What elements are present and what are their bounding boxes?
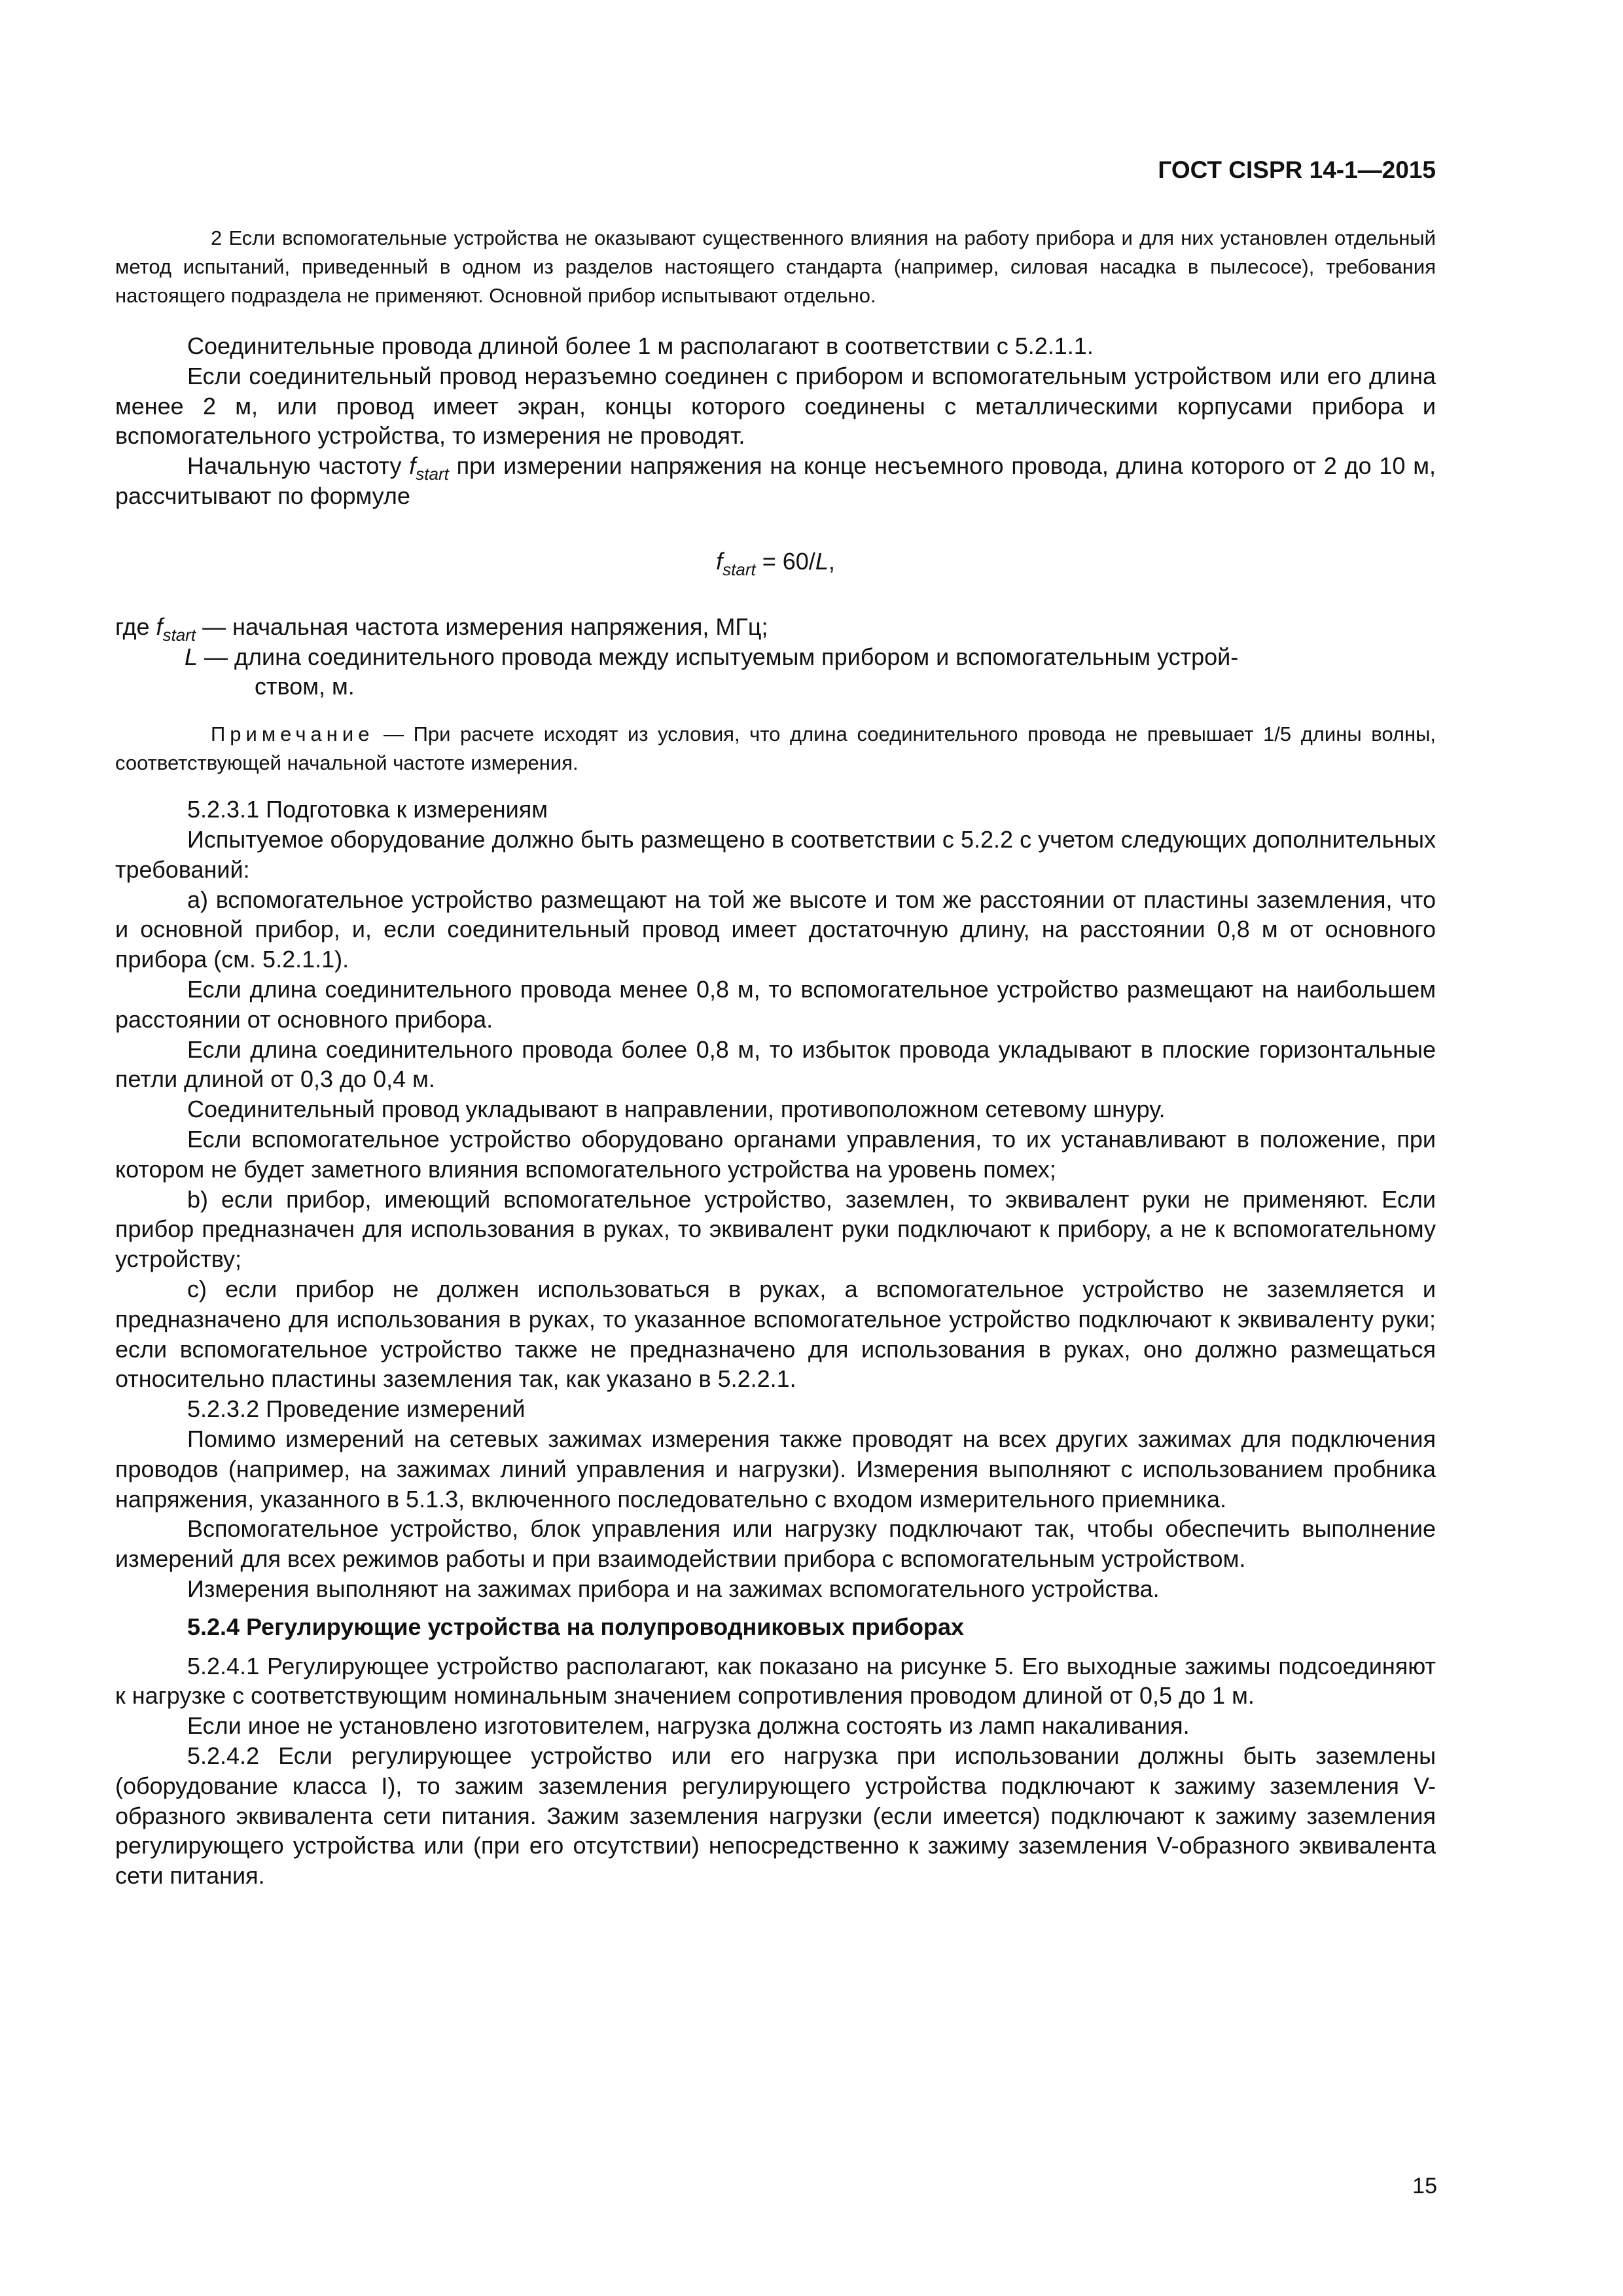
formula-definitions	[115, 612, 1436, 702]
note: Примечание — При расчете исходят из условия, что длина соединительного провода не превышает 1/5 длины волны, соответствующей начальной частоте измерения.	[115, 723, 1436, 775]
paragraph: Если длина соединительного провода менее 0,8 м, то вспомогательное устройство размещают на наибольшем расстоянии от основного прибора.	[115, 975, 1436, 1033]
note-2: 2 Если вспомогательные устройства не оказывают существенного влияния на работу прибора и для них установлен отдельный метод испытаний, приведенный в одном из разделов настоящего стандарта (например, силовая насадка в пылесосе), требования настоящего подраздела не применяют. Основной прибор испытывают отдельно.	[115, 226, 1436, 307]
list-item-c: с) если прибор не должен использоваться в руках, а вспомогательное устройство не заземляется и предназначено для использования в руках, то указанное вспомогательное устройство подключают к эквиваленту руки; если вспомогательное устройство также не предназначено для использования в руках, оно должно размещаться относительно пластины заземления так, как указано в 5.2.2.1.	[115, 1275, 1436, 1393]
paragraph: Вспомогательное устройство, блок управления или нагрузку подключают так, чтобы обеспечить выполнение измерений для всех режимов работы и при взаимодействии прибора с вспомогательным устройством.	[115, 1515, 1436, 1573]
definition-L: L — длина соединительного провода между испытуемым прибором и вспомогательным устрой-	[185, 643, 1239, 670]
paragraph: Соединительные провода длиной более 1 м располагают в соответствии с 5.2.1.1.	[187, 332, 1094, 359]
paragraph: Если вспомогательное устройство оборудовано органами управления, то их устанавливают в положение, при котором не будет заметного влияния вспомогательного устройства на уровень помех;	[115, 1125, 1436, 1183]
paragraph-5-2-4-1: 5.2.4.1 Регулирующее устройство располагают, как показано на рисунке 5. Его выходные зажимы подсоединяют к нагрузке с соответствующим номинальным значением сопротивления проводом длиной от 0,5 до 1 м.	[115, 1652, 1436, 1710]
section-5-2-3-1-title: 5.2.3.1 Подготовка к измерениям	[187, 796, 548, 823]
paragraph-5-2-4-2: 5.2.4.2 Если регулирующее устройство или его нагрузка при использовании должны быть заземлены (оборудование класса I), то зажим заземления регулирующего устройства подключают к зажиму заземления V-образного эквивалента сети питания. Зажим заземления нагрузки (если имеется) подключают к зажиму заземления регулирующего устройства или (при его отсутствии) непосредственно к зажиму заземления V-образного эквивалента сети питания.	[115, 1742, 1436, 1890]
list-item-b: b) если прибор, имеющий вспомогательное устройство, заземлен, то эквивалент руки не применяют. Если прибор предназначен для использования в руках, то эквивалент руки подключают к прибору, а не к вспомогательному устройству;	[115, 1185, 1436, 1273]
section-5-2-3-2-title: 5.2.3.2 Проведение измерений	[187, 1395, 526, 1423]
paragraph: Измерения выполняют на зажимах прибора и на зажимах вспомогательного устройства.	[187, 1575, 1160, 1602]
definition-fstart: где $f_{start}$ — начальная частота измерения напряжения, МГц;	[115, 613, 768, 645]
paragraph: Если длина соединительного провода более 0,8 м, то избыток провода укладывают в плоские горизонтальные петли длиной от 0,3 до 0,4 м.	[115, 1035, 1436, 1093]
paragraph: Если соединительный провод неразъемно соединен с прибором и вспомогательным устройством или его длина менее 2 м, или провод имеет экран, концы которого соединены с металлическими корпусами прибора и вспомогательного устройства, то измерения не проводят.	[115, 362, 1436, 450]
document-page	[115, 154, 1436, 1891]
page-number: 15	[1412, 2174, 1437, 2198]
formula: $f_{start} = 60/L$,	[716, 547, 835, 579]
paragraph: Соединительный провод укладывают в направлении, противоположном сетевому шнуру.	[187, 1096, 1166, 1123]
paragraph: Испытуемое оборудование должно быть размещено в соответствии с 5.2.2 с учетом следующих дополнительных требований:	[115, 825, 1436, 883]
section-5-2-4-heading: 5.2.4 Регулирующие устройства на полупроводниковых приборах	[187, 1613, 964, 1640]
paragraph: Если иное не установлено изготовителем, нагрузка должна состоять из ламп накаливания.	[187, 1712, 1190, 1740]
definition-L-continued: ством, м.	[255, 673, 355, 700]
paragraph-fstart: Начальную частоту $f_{start}$ при измерении напряжения на конце несъемного провода, длина которого от 2 до 10 м, рассчитывают по формуле	[115, 452, 1436, 509]
paragraph: Помимо измерений на сетевых зажимах измерения также проводят на всех других зажимах для подключения проводов (например, на зажимах линий управления и нагрузки). Измерения выполняют с использованием пробника напряжения, указанного в 5.1.3, включенного последовательно с входом измерительного приемника.	[115, 1425, 1436, 1513]
standard-header: ГОСТ CISPR 14-1—2015	[1158, 156, 1436, 183]
list-item-a: а) вспомогательное устройство размещают на той же высоте и том же расстоянии от пластины заземления, что и основной прибор, и, если соединительный провод имеет достаточную длину, на расстоянии 0,8 м от основного прибора (см. 5.2.1.1).	[115, 886, 1436, 973]
